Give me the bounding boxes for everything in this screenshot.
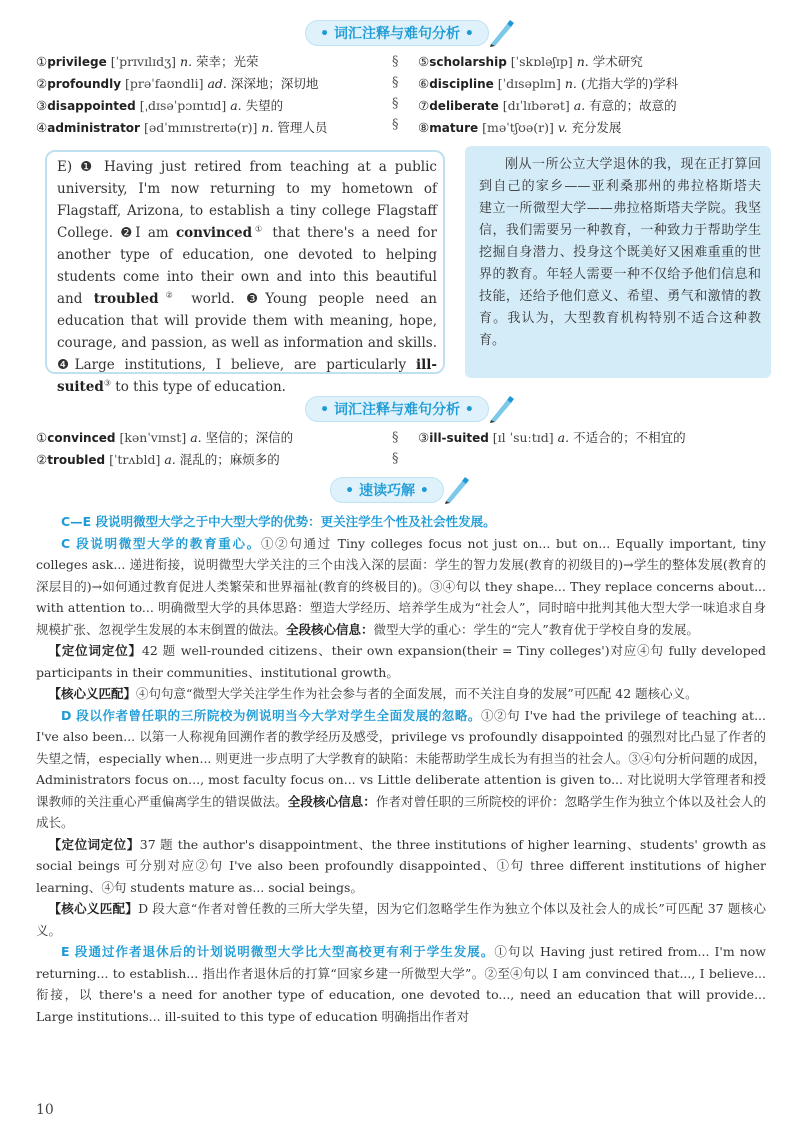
analysis-match-37: 【核心义匹配】D 段大意“作者对曾任教的三所大学失望，因为它们忽略学生作为独立个体以及社会人的成长”可匹配 37 题核心义。 bbox=[36, 901, 766, 938]
analysis-locate-42: 【定位词定位】42 题 well-rounded citizens、their own expansion(their = Tiny colleges')对应④句 fully developed participants in their communities、institutional growth。 bbox=[36, 643, 766, 680]
translation-text: 刚从一所公立大学退休的我，现在正打算回到自己的家乡——亚利桑那州的弗拉格斯塔夫 建立一所微型大学——弗拉格斯塔夫学院。我坚信，我们需要另一种教育，一种致力于帮助学生挖掘自身潜力、投身这个既美好又困难重重的世界的教育。年轻人需要一种不仅给予他们信息和技能，还给予他们意义、希望、勇气和激情的教育。我认为，大型教育机构特别不适合这种教育。 bbox=[479, 157, 775, 348]
vocab-item: ②profoundly [prəˈfaʊndli] ad. 深深地；深切地 bbox=[36, 76, 319, 91]
pen-icon bbox=[442, 475, 470, 505]
analysis-match-42: 【核心义匹配】④句句意“微型大学关注学生作为社会参与者的全面发展，而不关注自身的发展”可匹配 42 题核心义。 bbox=[48, 686, 698, 701]
vocab2-list-right bbox=[418, 427, 686, 449]
vocab-item: ⑥discipline [ˈdɪsəplɪn] n. (尤指大学的)学科 bbox=[418, 76, 679, 91]
vocab-list-right bbox=[418, 51, 678, 139]
analysis-section bbox=[36, 511, 766, 1027]
pen-icon bbox=[487, 394, 515, 424]
sentence-4-marker: ❹ bbox=[57, 357, 75, 373]
analysis-para-c: C 段说明微型大学的教育重心。①②句通过 Tiny colleges focus not just on... but on... Equally important, tiny colleges ask... 递进衔接，说明微型大学关注的三个由浅入深的层面：学生的智力发展(教育的初级目的)→学生的整体发展(教育的深层目的)→如何通过教育促进人类繁荣和世界福祉(教育的终极目的)。③④句以 they shape... They replace concerns about... with attention to... 明确微型大学的具体思路：塑造大学经历、培养学生成为“社会人”，同时暗中批判其他大型大学一味追求自身规模扩张、忽视学生发展的本末倒置的做法。全段核心信息：微型大学的重心：学生的“完人”教育优于学校自身的发展。 bbox=[36, 535, 766, 637]
vocab-list-left bbox=[36, 51, 327, 139]
vocab2-divider: § § bbox=[392, 430, 399, 466]
quick-read-banner bbox=[320, 477, 480, 503]
vocab-item: ⑧mature [məˈtʃʊə(r)] v. 充分发展 bbox=[418, 120, 622, 135]
vocab-item: ④administrator [ədˈmɪnɪstreɪtə(r)] n. 管理人员 bbox=[36, 120, 328, 135]
page-number: 10 bbox=[36, 1102, 54, 1118]
translation-box bbox=[465, 146, 775, 378]
vocab-item: ①convinced [kənˈvɪnst] a. 坚信的；深信的 bbox=[36, 430, 294, 445]
vocab-item: ①privilege [ˈprɪvɪlɪdʒ] n. 荣幸；光荣 bbox=[36, 54, 259, 69]
vocab-item: ③disappointed [ˌdɪsəˈpɔɪntɪd] a. 失望的 bbox=[36, 98, 284, 113]
passage-box bbox=[45, 150, 445, 395]
vocab-banner-2-title: • 词汇注释与难句分析 • bbox=[305, 396, 489, 422]
analysis-para-d: D 段以作者曾任职的三所院校为例说明当今大学对学生全面发展的忽略。①②句 I've had the privilege of teaching at... I've also been... 以第一人称视角回溯作者的教学经历及感受，privilege vs profoundly disappointed 的强烈对比凸显了作者的失望之情，especially when... 则更进一步点明了大学教育的缺陷：未能帮助学生成长为有担当的社会人。③④句分析问题的成因，Administrators focus on..., most faculty focus on... vs Little deliberate attention is given to... 对比说明大学管理者和授课教师的关注重心严重偏离学生的错误做法。全段核心信息：作者对曾任职的三所院校的评价：忽略学生作为独立个体以及社会人的成长。 bbox=[36, 707, 766, 830]
analysis-locate-37: 【定位词定位】37 题 the author's disappointment、the three institutions of higher learning、students' growth as social beings 可分别对应②句 I've also been profoundly disappointed、①句 three different institutions of higher learning、④句 students mature as... social beings。 bbox=[36, 836, 766, 895]
analysis-summary: C—E 段说明微型大学之于中大型大学的优势：更关注学生个性及社会性发展。 bbox=[61, 514, 496, 529]
passage-text: E) ❶ Having just retired from teaching at a public university, I'm now returning to my hometown of Flagstaff, Arizona, to establish a tiny college Flagstaff College. ❷I am convinced① that there's a need for another type of education, one devoted to helping students come into their own and into this beautiful and troubled② world. ❸Young people need an education that will provide them with meaning, hope, courage, and passion, as well as information and skills. ❹Large institutions, I believe, are particularly ill-suited③ to this type of education. bbox=[57, 159, 437, 395]
sentence-3-marker: ❸ bbox=[246, 291, 266, 307]
vocab-banner-2 bbox=[290, 396, 530, 422]
vocab2-list-left bbox=[36, 427, 293, 471]
vocab-item: ③ill-suited [ɪl ˈsuːtɪd] a. 不适合的；不相宜的 bbox=[418, 430, 686, 445]
pen-icon bbox=[487, 18, 515, 48]
vocab-banner bbox=[290, 20, 530, 46]
analysis-para-e: E 段通过作者退休后的计划说明微型大学比大型高校更有利于学生发展。①句以 Having just retired from... I'm now returning... to establish... 指出作者退休后的打算“回家乡建一所微型大学”。②至④句以 I am convinced that..., I believe... 衔接，以 there's a need for another type of education, one devoted to..., need an education that will provide... Large institutions... ill-suited to this type of education 明确指出作者对 bbox=[36, 944, 766, 1024]
sentence-1-marker: ❶ bbox=[80, 159, 96, 175]
vocab-item: ②troubled [ˈtrʌbld] a. 混乱的；麻烦多的 bbox=[36, 452, 280, 467]
vocab-item: ⑤scholarship [ˈskɒləʃɪp] n. 学术研究 bbox=[418, 54, 643, 69]
vocab-divider: § § § § bbox=[392, 54, 399, 132]
vocab-item: ⑦deliberate [dɪˈlɪbərət] a. 有意的；故意的 bbox=[418, 98, 677, 113]
vocab-banner-title: • 词汇注释与难句分析 • bbox=[305, 20, 489, 46]
quick-read-banner-title: • 速读巧解 • bbox=[330, 477, 444, 503]
sentence-2-marker: ❷ bbox=[120, 225, 136, 241]
